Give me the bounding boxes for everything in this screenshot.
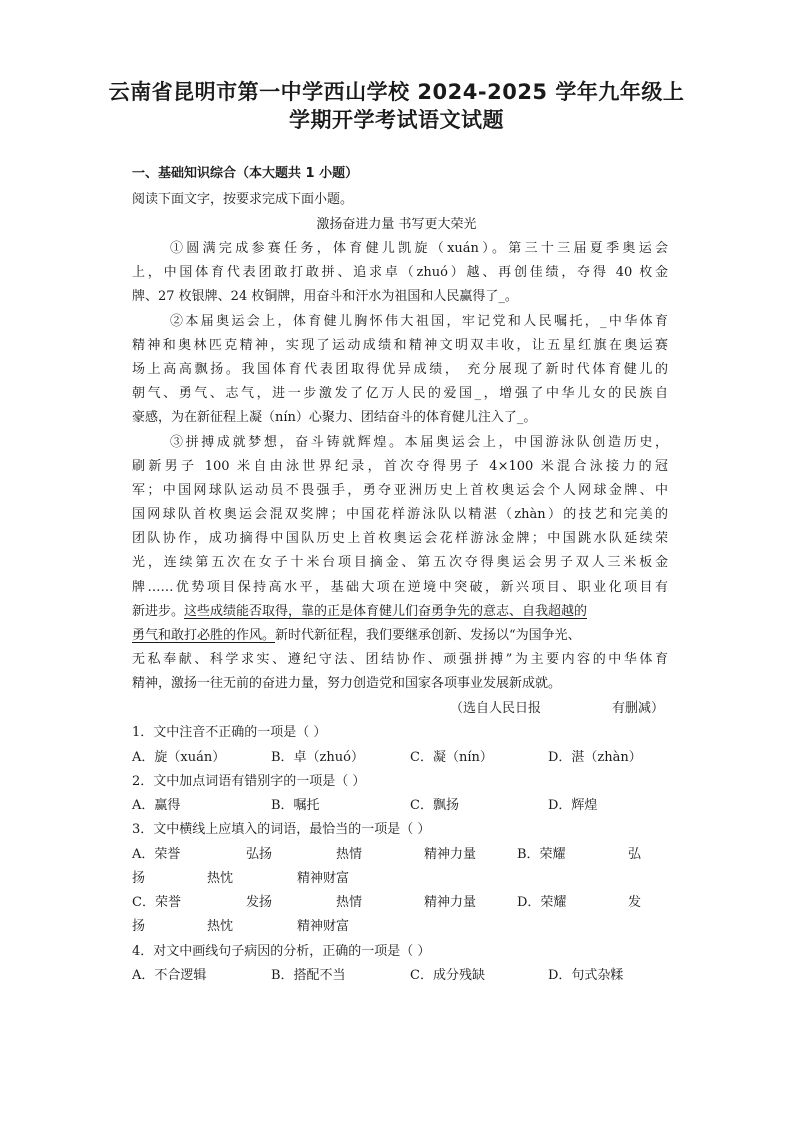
paragraph-line: 精神，激扬一往无前的奋进力量，努力创造党和国家各项事业发展新成就。 [132,676,562,691]
source-note-tail: 有删减） [612,701,665,716]
answer-option[interactable]: B．搭配不当 [271,968,346,983]
option-word: 热情 [336,847,363,862]
paragraph-line: 场上高高飘扬。我国体育代表团取得优异成绩， 充分展现了新时代体育健儿的 [132,362,668,377]
option-word: 弘 [628,847,642,862]
source-note: （选自人民日报 [450,701,542,716]
answer-option[interactable]: C．荣誉 [132,895,181,910]
plain-text: 新进步。 [132,604,185,619]
question-stem: 2．文中加点词语有错别字的一项是（ ） [132,774,366,789]
paragraph-line: ①圆满完成参赛任务，体育健儿凯旋（xuán）。第三十三届夏季奥运会 [170,241,668,256]
answer-option[interactable]: B．嘱托 [271,798,320,813]
option-word: 精神力量 [424,895,477,910]
page-title-line2: 学期开学考试语文试题 [289,108,504,132]
paragraph-line: 牌……优势项目保持高水平，基础大项在逆境中突破，新兴项目、职业化项目有 [132,580,668,595]
plain-text: 新时代新征程，我们要继承创新、发扬以“为国争光、 [275,628,581,643]
option-word: 热忱 [207,871,234,886]
option-word: 弘扬 [246,847,273,862]
paragraph-line: 军；中国网球队运动员不畏强手，勇夺亚洲历史上首枚奥运会个人网球金牌、中 [132,483,668,498]
paragraph-line: 刷新男子 100 米自由泳世界纪录，首次夺得男子 4×100 米混合泳接力的冠 [132,459,668,474]
answer-option[interactable]: C．飘扬 [410,798,459,813]
paragraph-line: 朝气、勇气、志气，进一步激发了亿万人民的爱国_，增强了中华儿女的民族自 [132,386,668,401]
answer-option[interactable]: B．荣耀 [517,847,566,862]
answer-option[interactable]: A．旋（xuán） [132,750,226,765]
answer-option[interactable]: A．不合逻辑 [132,968,207,983]
answer-option[interactable]: D．荣耀 [517,895,567,910]
answer-option[interactable]: D．湛（zhàn） [548,750,642,765]
question-stem: 1．文中注音不正确的一项是（ ） [132,725,327,740]
question-stem: 3．文中横线上应填入的词语，最恰当的一项是（ ） [132,822,431,837]
option-word: 发 [628,895,642,910]
option-word: 精神财富 [297,871,350,886]
paragraph-line [132,603,587,621]
option-word: 精神财富 [297,919,350,934]
paragraph-line: 国网球队首枚奥运会混双奖牌；中国花样游泳队以精湛（zhàn）的技艺和完美的 [132,507,668,522]
paragraph-line: ②本届奥运会上，体育健儿胸怀伟大祖国，牢记党和人民嘱托，_中华体育 [170,314,668,329]
option-word: 发扬 [246,895,273,910]
article-title: 激扬奋进力量 书写更大荣光 [316,217,477,232]
paragraph-line: 光，连续第五次在女子十米台项目摘金、第五次夺得奥运会男子双人三米板金 [132,555,668,570]
answer-option[interactable]: A．赢得 [132,798,181,813]
paragraph-line: 豪感，为在新征程上凝（nín）心聚力、团结奋斗的体育健儿注入了_。 [132,410,537,425]
paragraph-line: 牌、27 枚银牌、24 枚铜牌，用奋斗和汗水为祖国和人民赢得了_。 [132,289,518,304]
question-stem: 4．对文中画线句子病因的分析，正确的一项是（ ） [132,944,431,959]
section-heading: 一、基础知识综合（本大题共 1 小题） [132,166,359,181]
option-word: 精神力量 [424,847,477,862]
page-title-line1: 云南省昆明市第一中学西山学校 2024-2025 学年九年级上 [108,80,685,104]
paragraph-line: 无私奉献、科学求实、遵纪守法、团结协作、顽强拼搏”为主要内容的中华体育 [132,652,668,667]
paragraph-line: 团队协作，成功摘得中国队历史上首枚奥运会花样游泳金牌；中国跳水队延续荣 [132,531,668,546]
option-word: 热情 [336,895,363,910]
paragraph-line: ③拼搏成就梦想，奋斗铸就辉煌。本届奥运会上，中国游泳队创造历史， [170,435,668,450]
option-word: 扬 [132,919,146,934]
answer-option[interactable]: A．荣誉 [132,847,181,862]
paragraph-line: 上，中国体育代表团敢打敢拼、追求卓（zhuó）越、再创佳绩，夺得 40 枚金 [132,265,668,280]
option-word: 扬 [132,871,146,886]
answer-option[interactable]: D．句式杂糅 [548,968,624,983]
answer-option[interactable]: C．凝（nín） [410,750,493,765]
paragraph-line: 精神和奥林匹克精神，实现了运动成绩和精神文明双丰收，让五星红旗在奥运赛 [132,338,668,353]
answer-option[interactable]: C．成分残缺 [410,968,485,983]
option-word: 热忱 [207,919,234,934]
underlined-sentence: 勇气和敢打必胜的作风。 [132,628,276,643]
answer-option[interactable]: B．卓（zhuó） [271,750,364,765]
paragraph-line [132,627,581,645]
underlined-sentence: 这些成绩能否取得，靠的正是体育健儿们奋勇争先的意志、自我超越的 [184,604,588,619]
intro-text: 阅读下面文字，按要求完成下面小题。 [132,192,354,207]
answer-option[interactable]: D．辉煌 [548,798,598,813]
